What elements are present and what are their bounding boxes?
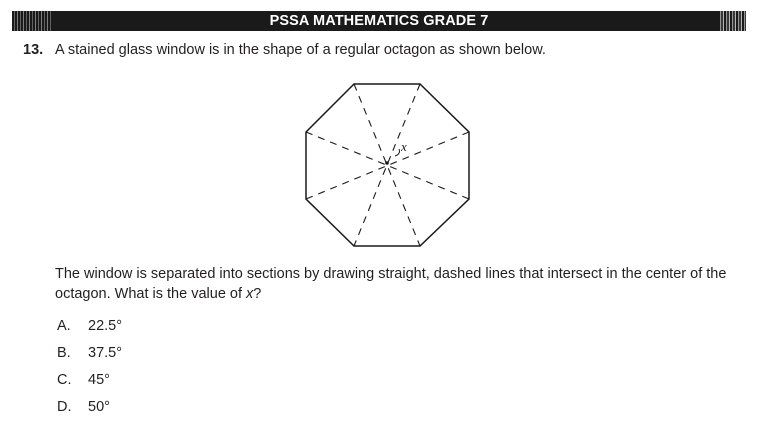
choice-d[interactable]	[57, 399, 110, 415]
choice-letter: D.	[57, 399, 72, 415]
question-mark: ?	[253, 286, 262, 302]
variable-x: x	[246, 286, 254, 302]
question-number: 13.	[23, 42, 44, 58]
octagon-figure	[300, 76, 480, 256]
octagon-outline	[306, 84, 469, 246]
choice-b[interactable]	[57, 345, 122, 361]
choice-text: 37.5°	[88, 345, 123, 361]
header-bar	[12, 11, 746, 31]
choice-c[interactable]	[57, 372, 110, 388]
choice-text: 50°	[88, 399, 110, 415]
center-point	[385, 161, 389, 165]
choice-a[interactable]	[57, 318, 122, 334]
choice-letter: A.	[57, 318, 71, 334]
question-body-text: The window is separated into sections by drawing straight, dashed lines that intersect in the center of the octagon. What is the value of	[55, 266, 727, 302]
angle-arc	[395, 149, 400, 156]
choice-text: 45°	[88, 372, 110, 388]
choice-letter: C.	[57, 372, 72, 388]
choice-letter: B.	[57, 345, 71, 361]
question-stem: A stained glass window is in the shape of a regular octagon as shown below.	[55, 42, 546, 58]
choice-text: 22.5°	[88, 318, 123, 334]
angle-label-x: x	[401, 139, 407, 154]
question-body	[55, 264, 745, 304]
page-title: PSSA MATHEMATICS GRADE 7	[269, 13, 489, 29]
